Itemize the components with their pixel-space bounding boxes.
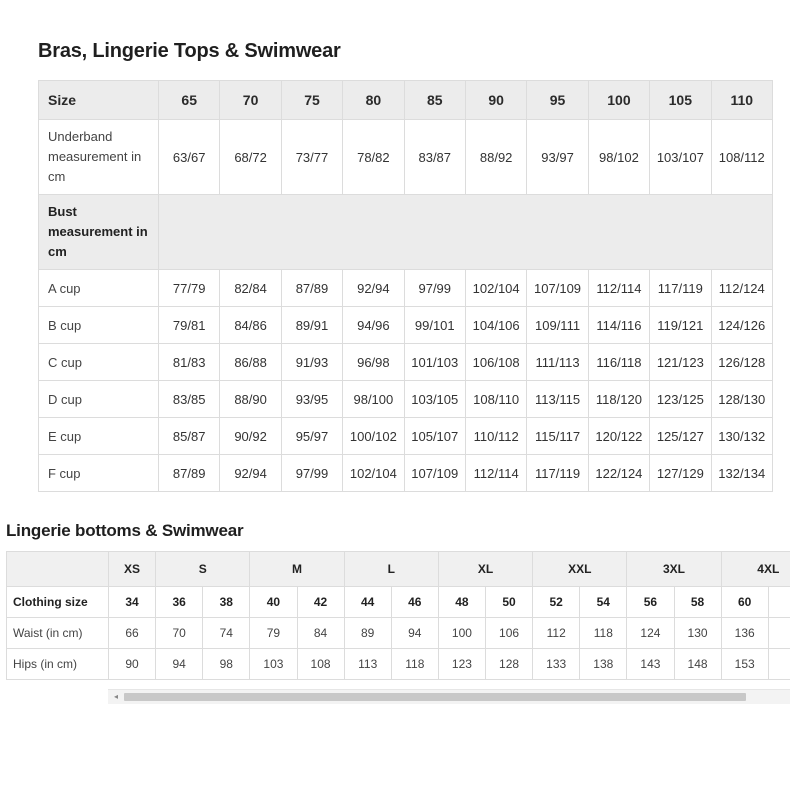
clothing-size-row: [7, 587, 791, 618]
clothing-size-label: Clothing size: [7, 587, 109, 618]
table-cell: 82/84: [220, 270, 281, 307]
header-cell: 105: [650, 81, 711, 120]
size-group-cell: M: [250, 552, 344, 587]
table-cell: 117/119: [527, 455, 588, 492]
table-cell: 103/107: [650, 120, 711, 195]
table-cell: 106/108: [465, 344, 526, 381]
bust-label: Bust measurement in cm: [39, 195, 159, 270]
size-group-cell: XS: [109, 552, 156, 587]
cup-row: [39, 418, 773, 455]
hips-label: Hips (in cm): [7, 649, 109, 680]
table-cell: 83/87: [404, 120, 465, 195]
table-cell: 74: [203, 618, 250, 649]
table-cell: 89/91: [281, 307, 342, 344]
table-cell: 128/130: [711, 381, 772, 418]
header-cell: 75: [281, 81, 342, 120]
table-cell: 68/72: [220, 120, 281, 195]
horizontal-scrollbar[interactable]: [108, 689, 790, 704]
table-cell: 115/117: [527, 418, 588, 455]
table-cell: 90/92: [220, 418, 281, 455]
table-cell: 126/128: [711, 344, 772, 381]
table-cell: 79: [250, 618, 297, 649]
table-cell: 85/87: [159, 418, 220, 455]
table-cell: 132/134: [711, 455, 772, 492]
table-cell: 94: [391, 618, 438, 649]
table-cell: 133: [533, 649, 580, 680]
table-header-row: [39, 81, 773, 120]
table-cell: 153: [721, 649, 768, 680]
table-cell: 88/90: [220, 381, 281, 418]
table-cell: 94: [156, 649, 203, 680]
table-cell: 148: [674, 649, 721, 680]
table-cell: 77/79: [159, 270, 220, 307]
table-cell: 127/129: [650, 455, 711, 492]
table-cell: 44: [344, 587, 391, 618]
table-cell: 118/120: [588, 381, 649, 418]
waist-row: [7, 618, 791, 649]
table-cell: 84/86: [220, 307, 281, 344]
table-cell: 84: [297, 618, 344, 649]
table-cell: 66: [109, 618, 156, 649]
table-cell: 103: [250, 649, 297, 680]
table-cell: 110/112: [465, 418, 526, 455]
table-cell: 112: [533, 618, 580, 649]
table-cell: 116/118: [588, 344, 649, 381]
cup-row: [39, 455, 773, 492]
table-cell: 56: [627, 587, 674, 618]
bust-header-fill: [159, 195, 773, 270]
header-cell: 90: [465, 81, 526, 120]
cup-row: [39, 270, 773, 307]
table-cell: 112/114: [465, 455, 526, 492]
table-cell: 86/88: [220, 344, 281, 381]
bottoms-table-scroller[interactable]: [6, 551, 790, 680]
table-cell: 38: [203, 587, 250, 618]
table-cell: 113/115: [527, 381, 588, 418]
waist-label: Waist (in cm): [7, 618, 109, 649]
underband-label: Underband measurement in cm: [39, 120, 159, 195]
table-cell: 136: [721, 618, 768, 649]
table-cell: 94/96: [343, 307, 404, 344]
table-cell: 124: [627, 618, 674, 649]
table-cell: 108/110: [465, 381, 526, 418]
table-cell: 113: [344, 649, 391, 680]
underband-row: [39, 120, 773, 195]
table-cell: 114/116: [588, 307, 649, 344]
size-group-cell: XL: [438, 552, 532, 587]
cup-label: D cup: [39, 381, 159, 418]
table-cell: 103/105: [404, 381, 465, 418]
header-cell: 95: [527, 81, 588, 120]
section-title-bottoms: Lingerie bottoms & Swimwear: [6, 521, 244, 540]
table-cell: 97/99: [281, 455, 342, 492]
table-cell: 118: [580, 618, 627, 649]
table-cell: 99/101: [404, 307, 465, 344]
table-cell: 88/92: [465, 120, 526, 195]
cup-label: F cup: [39, 455, 159, 492]
table-cell: 83/85: [159, 381, 220, 418]
table-cell: 87/89: [159, 455, 220, 492]
table-cell: 120/122: [588, 418, 649, 455]
table-cell: [768, 618, 790, 649]
bottoms-size-table: [6, 551, 790, 680]
table-cell: 122/124: [588, 455, 649, 492]
table-cell: 48: [438, 587, 485, 618]
cup-row: [39, 381, 773, 418]
table-cell: 98/100: [343, 381, 404, 418]
table-cell: 50: [486, 587, 533, 618]
table-cell: 123: [438, 649, 485, 680]
table-cell: 52: [533, 587, 580, 618]
header-size: Size: [39, 81, 159, 120]
table-cell: 106: [486, 618, 533, 649]
table-cell: 34: [109, 587, 156, 618]
table-cell: 60: [721, 587, 768, 618]
table-cell: 46: [391, 587, 438, 618]
table-cell: [768, 649, 790, 680]
table-cell: 90: [109, 649, 156, 680]
table-cell: 117/119: [650, 270, 711, 307]
header-cell: 70: [220, 81, 281, 120]
table-cell: 108/112: [711, 120, 772, 195]
table-cell: 89: [344, 618, 391, 649]
header-cell: 80: [343, 81, 404, 120]
size-group-cell: 3XL: [627, 552, 721, 587]
table-cell: 121/123: [650, 344, 711, 381]
table-cell: 111/113: [527, 344, 588, 381]
table-cell: 112/114: [588, 270, 649, 307]
table-cell: 73/77: [281, 120, 342, 195]
table-cell: 100/102: [343, 418, 404, 455]
table-cell: 91/93: [281, 344, 342, 381]
cup-label: B cup: [39, 307, 159, 344]
table-cell: 78/82: [343, 120, 404, 195]
table-cell: 42: [297, 587, 344, 618]
cup-label: E cup: [39, 418, 159, 455]
table-cell: 124/126: [711, 307, 772, 344]
table-cell: 123/125: [650, 381, 711, 418]
header-cell: 110: [711, 81, 772, 120]
scrollbar-thumb[interactable]: [124, 693, 746, 701]
table-cell: 58: [674, 587, 721, 618]
table-cell: 107/109: [404, 455, 465, 492]
table-cell: 101/103: [404, 344, 465, 381]
size-group-cell: XXL: [533, 552, 627, 587]
table-cell: 79/81: [159, 307, 220, 344]
cup-label: A cup: [39, 270, 159, 307]
table-cell: 40: [250, 587, 297, 618]
header-cell: 65: [159, 81, 220, 120]
table-cell: 112/124: [711, 270, 772, 307]
section-title-bras: Bras, Lingerie Tops & Swimwear: [38, 40, 341, 62]
size-group-cell: 4XL: [721, 552, 790, 587]
table-cell: 70: [156, 618, 203, 649]
table-cell: 143: [627, 649, 674, 680]
table-cell: 97/99: [404, 270, 465, 307]
table-cell: 125/127: [650, 418, 711, 455]
table-cell: 128: [486, 649, 533, 680]
table-cell: 105/107: [404, 418, 465, 455]
table-cell: 100: [438, 618, 485, 649]
size-group-cell: S: [156, 552, 250, 587]
scroll-left-arrow-icon[interactable]: ◂: [113, 692, 118, 701]
size-group-corner: [7, 552, 109, 587]
table-cell: 108: [297, 649, 344, 680]
table-cell: 138: [580, 649, 627, 680]
table-cell: 93/95: [281, 381, 342, 418]
table-cell: 95/97: [281, 418, 342, 455]
hips-row: [7, 649, 791, 680]
table-cell: 118: [391, 649, 438, 680]
table-cell: 36: [156, 587, 203, 618]
table-cell: 104/106: [465, 307, 526, 344]
table-cell: 107/109: [527, 270, 588, 307]
bras-size-table: [38, 80, 773, 492]
bust-header-row: [39, 195, 773, 270]
table-cell: 87/89: [281, 270, 342, 307]
cup-row: [39, 307, 773, 344]
table-cell: 63/67: [159, 120, 220, 195]
table-cell: 102/104: [465, 270, 526, 307]
table-cell: 54: [580, 587, 627, 618]
table-cell: 81/83: [159, 344, 220, 381]
size-group-cell: L: [344, 552, 438, 587]
table-cell: [768, 587, 790, 618]
table-cell: 98: [203, 649, 250, 680]
table-cell: 93/97: [527, 120, 588, 195]
header-cell: 100: [588, 81, 649, 120]
cup-row: [39, 344, 773, 381]
table-cell: 109/111: [527, 307, 588, 344]
table-cell: 92/94: [343, 270, 404, 307]
size-group-row: [7, 552, 791, 587]
table-cell: 102/104: [343, 455, 404, 492]
cup-label: C cup: [39, 344, 159, 381]
table-cell: 98/102: [588, 120, 649, 195]
table-cell: 96/98: [343, 344, 404, 381]
header-cell: 85: [404, 81, 465, 120]
table-cell: 130: [674, 618, 721, 649]
table-cell: 130/132: [711, 418, 772, 455]
table-cell: 119/121: [650, 307, 711, 344]
table-cell: 92/94: [220, 455, 281, 492]
